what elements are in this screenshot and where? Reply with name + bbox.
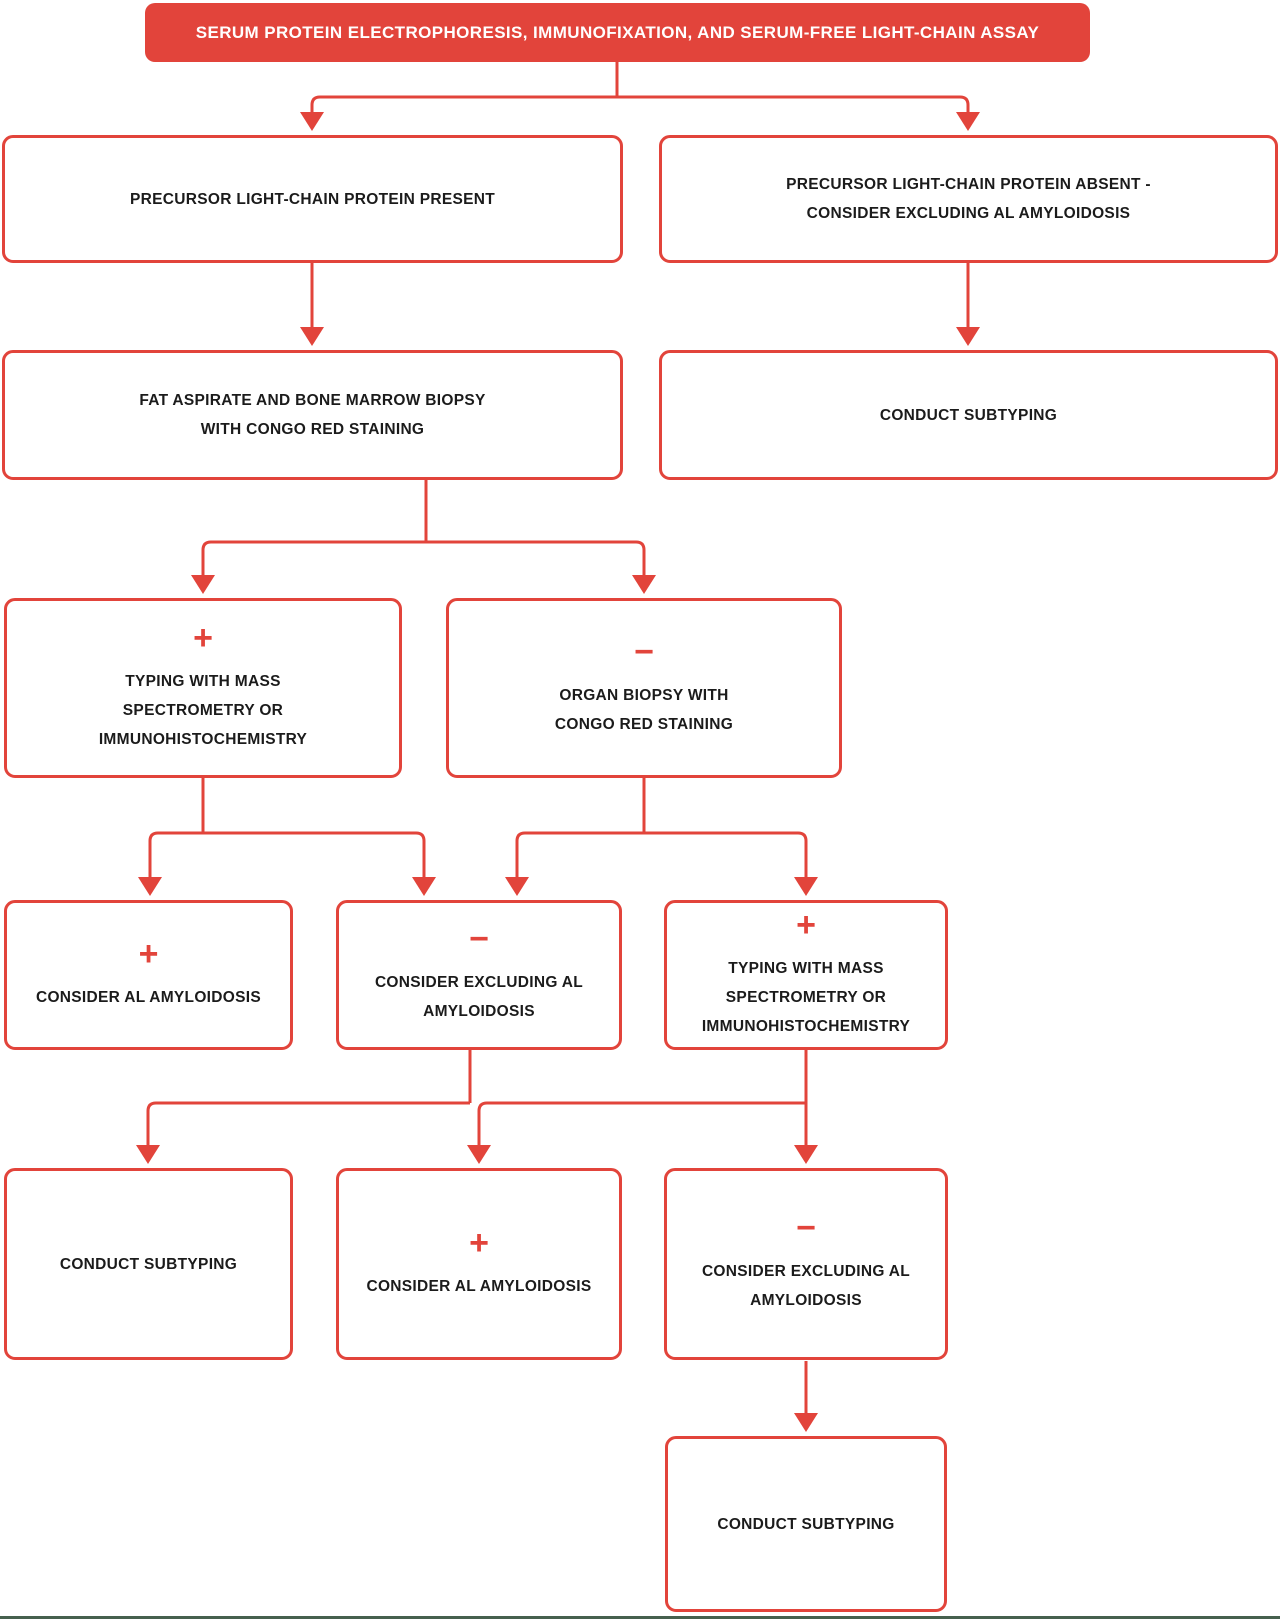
node-conduct-subtyping-1 [659, 350, 1278, 480]
node-fat-aspirate-biopsy [2, 350, 623, 480]
arrow-down-icon [956, 112, 980, 131]
node-consider-al-2 [336, 1168, 622, 1360]
node-label: CONDUCT SUBTYPING [879, 406, 1058, 424]
node-label: FAT ASPIRATE AND BONE MARROW BIOPSY WITH CONGO RED STAINING [139, 392, 486, 438]
arrow-down-icon [632, 575, 656, 594]
minus-sign: − [634, 633, 654, 671]
connector-typing2-split [467, 1050, 818, 1164]
plus-sign: + [796, 905, 816, 944]
node-precursor-absent [659, 135, 1278, 263]
plus-sign: + [193, 618, 213, 657]
connector-excluding1-to-subtyping [136, 1050, 470, 1164]
node-conduct-subtyping-2 [4, 1168, 293, 1360]
node-typing-mass-spec-2 [664, 900, 948, 1050]
node-label: CONSIDER EXCLUDING AL AMYLOIDOSIS [374, 974, 584, 1020]
connector-absent-to-subtyping [956, 263, 980, 346]
connector-banner-split [300, 62, 980, 131]
node-label: PRECURSOR LIGHT-CHAIN PROTEIN PRESENT [129, 190, 496, 208]
arrow-down-icon [794, 877, 818, 896]
node-label: PRECURSOR LIGHT-CHAIN PROTEIN ABSENT - CONSIDER EXCLUDING AL AMYLOIDOSIS [786, 176, 1151, 222]
arrow-down-icon [467, 1145, 491, 1164]
footer-divider [0, 1616, 1280, 1619]
connector-typing1-split [138, 778, 436, 896]
node-label: TYPING WITH MASS SPECTROMETRY OR IMMUNOHISTOCHEMISTRY [701, 959, 911, 1035]
arrow-down-icon [505, 877, 529, 896]
node-typing-mass-spec-1 [4, 598, 402, 778]
arrow-down-icon [956, 327, 980, 346]
arrow-down-icon [138, 877, 162, 896]
node-label: TYPING WITH MASS SPECTROMETRY OR IMMUNOHISTOCHEMISTRY [98, 672, 308, 748]
plus-sign: + [138, 934, 159, 973]
node-label: ORGAN BIOPSY WITH CONGO RED STAINING [554, 687, 734, 733]
minus-sign: − [469, 920, 489, 958]
connector-organ-biopsy-split [505, 778, 818, 896]
arrow-down-icon [794, 1145, 818, 1164]
arrow-down-icon [300, 327, 324, 346]
arrow-down-icon [136, 1145, 160, 1164]
node-organ-biopsy [446, 598, 842, 778]
node-label: CONSIDER EXCLUDING AL AMYLOIDOSIS [701, 1263, 911, 1309]
minus-sign: − [796, 1209, 816, 1247]
node-label: CONSIDER AL AMYLOIDOSIS [366, 1277, 592, 1295]
node-conduct-subtyping-3 [665, 1436, 947, 1612]
node-precursor-present [2, 135, 623, 263]
arrow-down-icon [191, 575, 215, 594]
node-label: CONDUCT SUBTYPING [59, 1255, 238, 1273]
node-consider-excluding-1 [336, 900, 622, 1050]
connector-excluding2-to-subtyping [794, 1361, 818, 1432]
node-label: CONDUCT SUBTYPING [717, 1515, 895, 1533]
node-consider-al-1 [4, 900, 293, 1050]
node-consider-excluding-2 [664, 1168, 948, 1360]
arrow-down-icon [412, 877, 436, 896]
connector-present-to-fat-aspirate [300, 263, 324, 346]
title-banner-label: SERUM PROTEIN ELECTROPHORESIS, IMMUNOFIXATION, AND SERUM-FREE LIGHT-CHAIN ASSAY [195, 22, 1040, 42]
node-label: CONSIDER AL AMYLOIDOSIS [35, 988, 262, 1006]
connector-fat-aspirate-split [191, 480, 656, 594]
arrow-down-icon [794, 1413, 818, 1432]
plus-sign: + [469, 1223, 489, 1262]
arrow-down-icon [300, 112, 324, 131]
